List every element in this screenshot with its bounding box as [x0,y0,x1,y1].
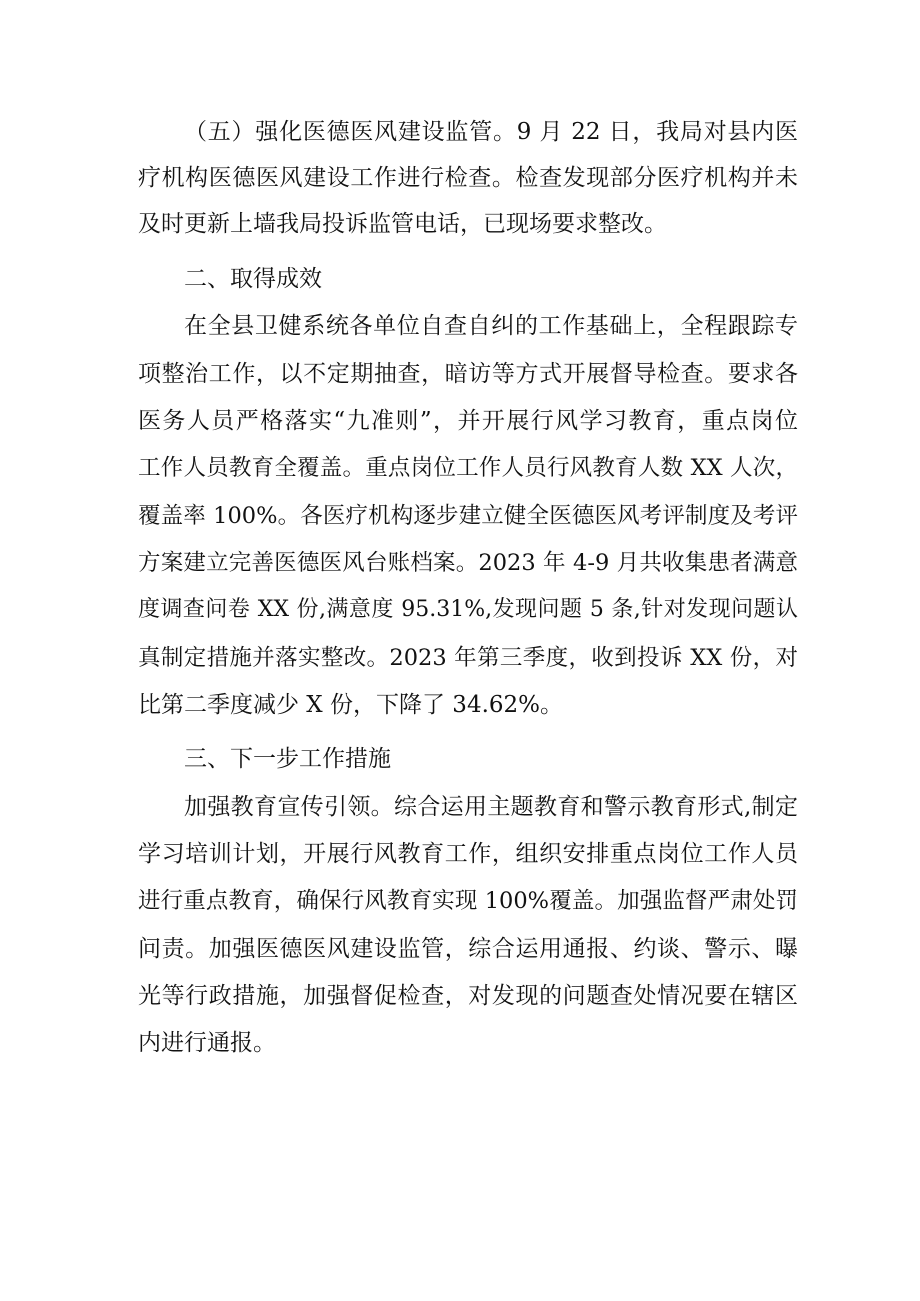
para-3-line-3: 进行重点教育，确保行风教育实现 100%覆盖。加强监督严肃处罚 [138,888,798,914]
section-heading-3: 三、下一步工作措施 [184,746,391,772]
para-3-line-2: 学习培训计划，开展行风教育工作，组织安排重点岗位工作人员 [138,841,798,867]
para-2-line-9: 比第二季度减少 X 份，下降了 34.62%。 [138,692,564,718]
para-1-line-3: 及时更新上墙我局投诉监管电话，已现场要求整改。 [138,211,667,237]
para-3-line-4: 问责。加强医德医风建设监管，综合运用通报、约谈、警示、曝 [138,936,798,962]
para-2-line-5: 覆盖率 100%。各医疗机构逐步建立健全医德医风考评制度及考评 [138,503,798,529]
para-3-line-1: 加强教育宣传引领。综合运用主题教育和警示教育形式,制定 [184,794,798,820]
para-2-line-1: 在全县卫健系统各单位自查自纠的工作基础上，全程跟踪专 [184,313,798,339]
para-2-line-8: 真制定措施并落实整改。2023 年第三季度，收到投诉 XX 份，对 [138,645,798,671]
para-1-line-1: （五）强化医德医风建设监管。9 月 22 日，我局对县内医 [184,119,798,145]
para-2-line-6: 方案建立完善医德医风台账档案。2023 年 4-9 月共收集患者满意 [138,550,798,576]
para-1-line-2: 疗机构医德医风建设工作进行检查。检查发现部分医疗机构并未 [138,165,798,191]
para-2-line-7: 度调查问卷 XX 份,满意度 95.31%,发现问题 5 条,针对发现问题认 [138,597,798,622]
para-3-line-6: 内进行通报。 [138,1030,276,1056]
para-2-line-2: 项整治工作，以不定期抽查，暗访等方式开展督导检查。要求各 [138,361,798,387]
para-3-line-5: 光等行政措施，加强督促检查，对发现的问题查处情况要在辖区 [138,983,798,1009]
section-heading-2: 二、取得成效 [184,266,322,292]
para-2-line-3: 医务人员严格落实“九准则”，并开展行风学习教育，重点岗位 [138,408,798,434]
para-2-line-4: 工作人员教育全覆盖。重点岗位工作人员行风教育人数 XX 人次， [138,455,798,481]
